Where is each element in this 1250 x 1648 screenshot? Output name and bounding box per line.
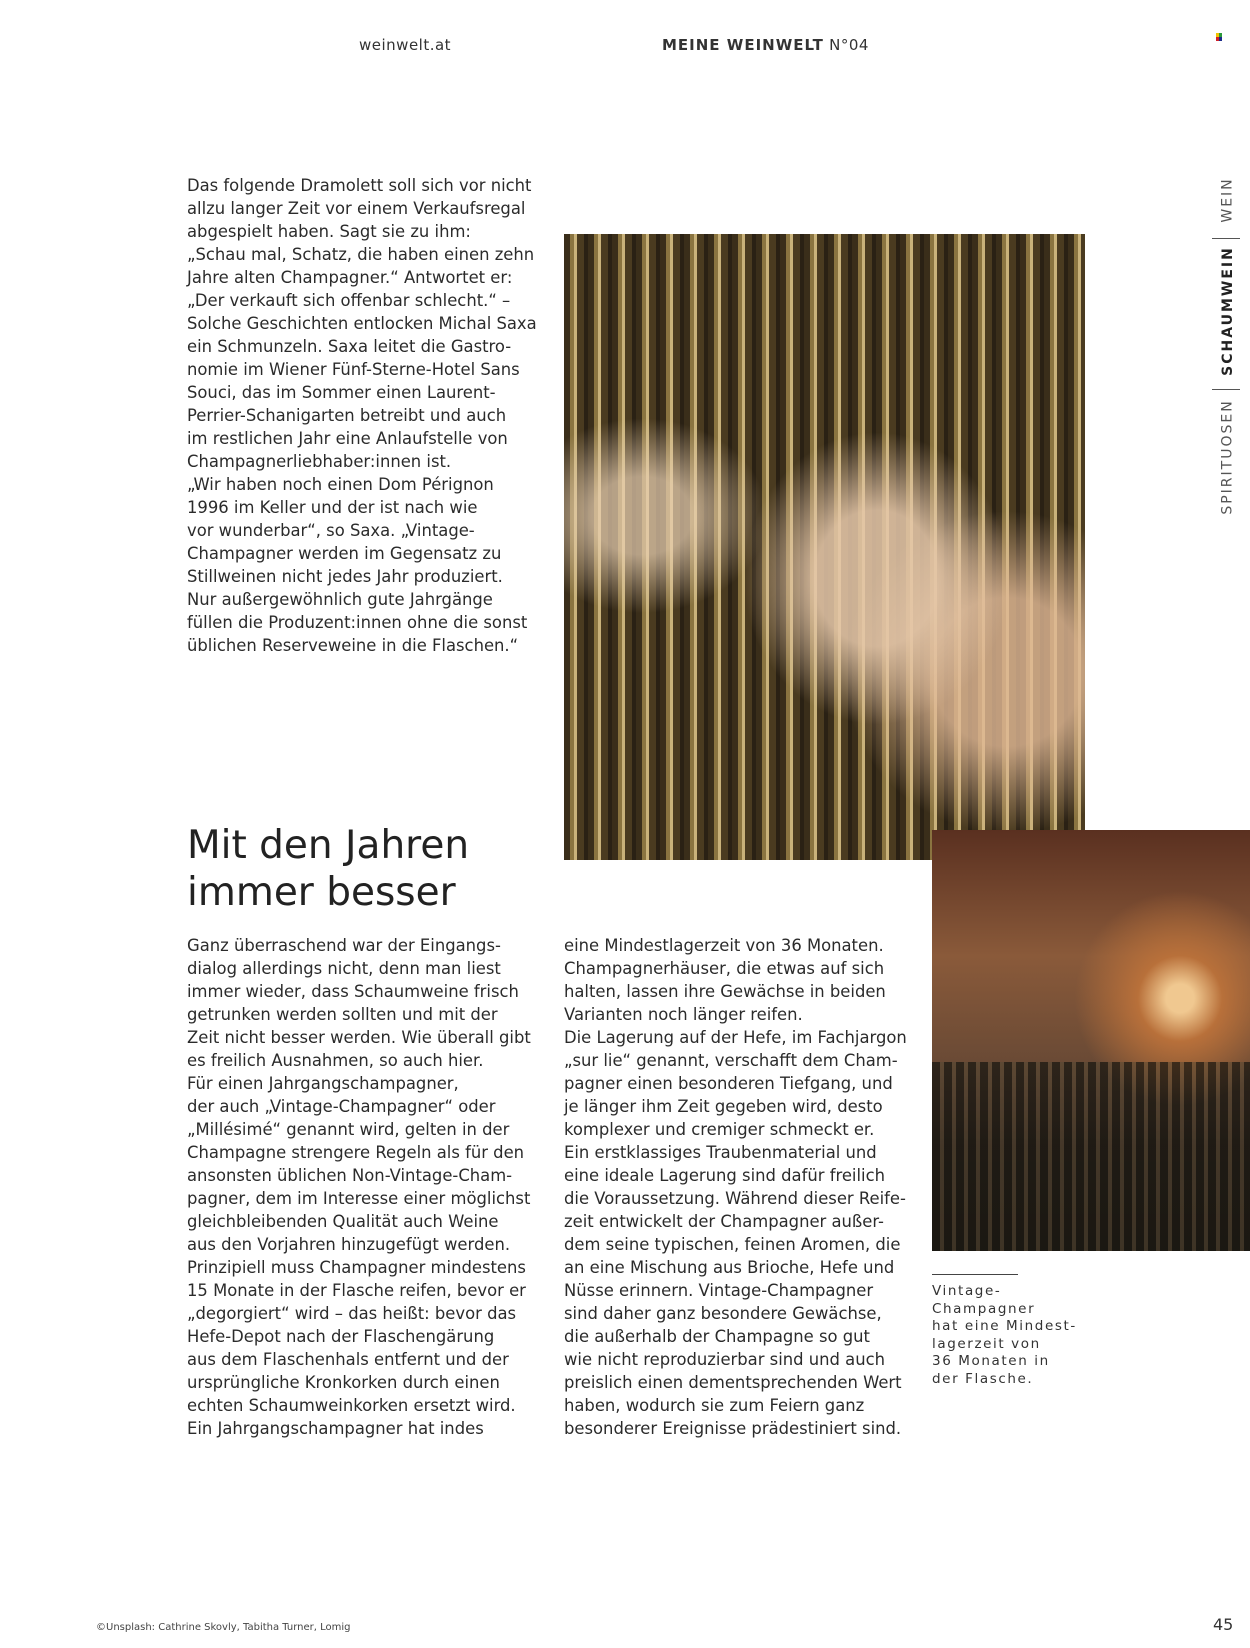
section-tab-label: SPIRITUOSEN xyxy=(1220,399,1236,515)
text-line: zeit entwickelt der Champagner außer- xyxy=(564,1212,884,1231)
section-heading xyxy=(187,822,469,916)
issue-number: N°04 xyxy=(829,36,869,54)
text-line: eine ideale Lagerung sind dafür freilich xyxy=(564,1166,885,1185)
text-line: abgespielt haben. Sagt sie zu ihm: xyxy=(187,222,471,241)
section-tab-spirituosen[interactable] xyxy=(1216,398,1240,516)
text-line: dialog allerdings nicht, denn man liest xyxy=(187,959,501,978)
text-line: Perrier-Schanigarten betreibt und auch xyxy=(187,406,507,425)
text-line: Die Lagerung auf der Hefe, im Fachjargon xyxy=(564,1028,907,1047)
text-line: sind daher ganz besondere Gewächse, xyxy=(564,1304,882,1323)
text-line: besonderer Ereignisse prädestiniert sind. xyxy=(564,1419,902,1438)
text-line: Hefe-Depot nach der Flaschengärung xyxy=(187,1327,495,1346)
section-divider xyxy=(1212,389,1240,390)
text-line: pagner einen besonderen Tiefgang, und xyxy=(564,1074,893,1093)
text-line: wie nicht reproduzierbar sind und auch xyxy=(564,1350,885,1369)
text-line: pagner, dem im Interesse einer möglichst xyxy=(187,1189,531,1208)
champagne-cellar-photo xyxy=(932,830,1250,1251)
text-line: die Voraussetzung. Während dieser Reife- xyxy=(564,1189,906,1208)
section-tab-label: SCHAUMWEIN xyxy=(1220,246,1236,376)
champagne-toast-photo xyxy=(564,234,1085,860)
text-line: Jahre alten Champagner.“ Antwortet er: xyxy=(187,268,513,287)
text-line: ein Schmunzeln. Saxa leitet die Gastro- xyxy=(187,337,512,356)
text-line: Champagner werden im Gegensatz zu xyxy=(187,544,502,563)
text-line: „degorgiert“ wird – das heißt: bevor das xyxy=(187,1304,517,1323)
text-line: „Wir haben noch einen Dom Pérignon xyxy=(187,475,494,494)
text-line: immer wieder, dass Schaumweine frisch xyxy=(187,982,519,1001)
body-column-1 xyxy=(187,934,531,1440)
text-line: Das folgende Dramolett soll sich vor nicht xyxy=(187,176,532,195)
text-line: je länger ihm Zeit gegeben wird, desto xyxy=(564,1097,883,1116)
text-line: preislich einen dementsprechenden Wert xyxy=(564,1373,902,1392)
magazine-title xyxy=(662,36,869,54)
text-line: ursprüngliche Kronkorken durch einen xyxy=(187,1373,500,1392)
text-line: Mit den Jahren xyxy=(187,823,470,868)
text-line: Champagne strengere Regeln als für den xyxy=(187,1143,525,1162)
text-line: Champagner xyxy=(932,1300,1036,1317)
text-line: die außerhalb der Champagne so gut xyxy=(564,1327,870,1346)
text-line: 36 Monaten in xyxy=(932,1353,1050,1369)
text-line: Varianten noch länger reifen. xyxy=(564,1005,803,1024)
photo-caption xyxy=(932,1283,1077,1388)
text-line: ansonsten üblichen Non-Vintage-Cham- xyxy=(187,1166,513,1185)
text-line: Nur außergewöhnlich gute Jahrgänge xyxy=(187,590,493,609)
text-line: es freilich Ausnahmen, so auch hier. xyxy=(187,1051,484,1070)
color-registration-mark xyxy=(1216,33,1222,41)
text-line: Nüsse erinnern. Vintage-Champagner xyxy=(564,1281,874,1300)
text-line: dem seine typischen, feinen Aromen, die xyxy=(564,1235,901,1254)
text-line: üblichen Reserveweine in die Flaschen.“ xyxy=(187,636,519,655)
body-column-2 xyxy=(564,934,907,1440)
text-line: Prinzipiell muss Champagner mindestens xyxy=(187,1258,526,1277)
text-line: hat eine Mindest- xyxy=(932,1318,1077,1334)
site-url: weinwelt.at xyxy=(359,36,452,54)
text-line: haben, wodurch sie zum Feiern ganz xyxy=(564,1396,865,1415)
text-line: komplexer und cremiger schmeckt er. xyxy=(564,1120,875,1139)
text-line: Champagnerliebhaber:innen ist. xyxy=(187,452,452,471)
text-line: Solche Geschichten entlocken Michal Saxa xyxy=(187,314,537,333)
section-divider xyxy=(1212,238,1240,239)
text-line: Champagnerhäuser, die etwas auf sich xyxy=(564,959,885,978)
caption-rule xyxy=(932,1274,1018,1275)
text-line: der Flasche. xyxy=(932,1370,1034,1387)
text-line: echten Schaumweinkorken ersetzt wird. xyxy=(187,1396,516,1415)
text-line: Ein erstklassiges Traubenmaterial und xyxy=(564,1143,877,1162)
photo-credit: ©Unsplash: Cathrine Skovly, Tabitha Turner, Lomig xyxy=(96,1622,351,1633)
text-line: füllen die Produzent:innen ohne die sonst xyxy=(187,613,528,632)
magazine-name: MEINE WEINWELT xyxy=(662,36,824,54)
text-line: allzu langer Zeit vor einem Verkaufsregal xyxy=(187,199,526,218)
text-line: immer besser xyxy=(187,870,456,915)
text-line: gleichbleibenden Qualität auch Weine xyxy=(187,1212,499,1231)
text-line: aus den Vorjahren hinzugefügt werden. xyxy=(187,1235,511,1254)
text-line: Ein Jahrgangschampagner hat indes xyxy=(187,1419,484,1438)
text-line: eine Mindestlagerzeit von 36 Monaten. xyxy=(564,936,884,955)
text-line: getrunken werden sollten und mit der xyxy=(187,1005,498,1024)
text-line: „Millésimé“ genannt wird, gelten in der xyxy=(187,1120,510,1139)
section-tab-schaumwein[interactable] xyxy=(1216,246,1240,376)
section-tab-wein[interactable] xyxy=(1216,170,1240,230)
text-line: „Schau mal, Schatz, die haben einen zehn xyxy=(187,245,535,264)
text-line: im restlichen Jahr eine Anlaufstelle von xyxy=(187,429,508,448)
text-line: Zeit nicht besser werden. Wie überall gibt xyxy=(187,1028,531,1047)
text-line: vor wunderbar“, so Saxa. „Vintage- xyxy=(187,521,475,540)
intro-paragraph xyxy=(187,174,537,657)
text-line: Stillweinen nicht jedes Jahr produziert. xyxy=(187,567,503,586)
text-line: an eine Mischung aus Brioche, Hefe und xyxy=(564,1258,895,1277)
page-number: 45 xyxy=(1213,1615,1234,1634)
text-line: nomie im Wiener Fünf-Sterne-Hotel Sans xyxy=(187,360,520,379)
text-line: 15 Monate in der Flasche reifen, bevor er xyxy=(187,1281,526,1300)
text-line: „Der verkauft sich offenbar schlecht.“ – xyxy=(187,291,511,310)
text-line: Ganz überraschend war der Eingangs- xyxy=(187,936,501,955)
text-line: halten, lassen ihre Gewächse in beiden xyxy=(564,982,886,1001)
text-line: Für einen Jahrgangschampagner, xyxy=(187,1074,459,1093)
text-line: aus dem Flaschenhals entfernt und der xyxy=(187,1350,509,1369)
text-line: lagerzeit von xyxy=(932,1335,1041,1352)
text-line: der auch „Vintage-Champagner“ oder xyxy=(187,1097,496,1116)
text-line: Vintage- xyxy=(932,1283,1002,1299)
text-line: Souci, das im Sommer einen Laurent- xyxy=(187,383,496,402)
text-line: „sur lie“ genannt, verschafft dem Cham- xyxy=(564,1051,898,1070)
text-line: 1996 im Keller und der ist nach wie xyxy=(187,498,478,517)
section-tab-label: WEIN xyxy=(1220,177,1237,223)
